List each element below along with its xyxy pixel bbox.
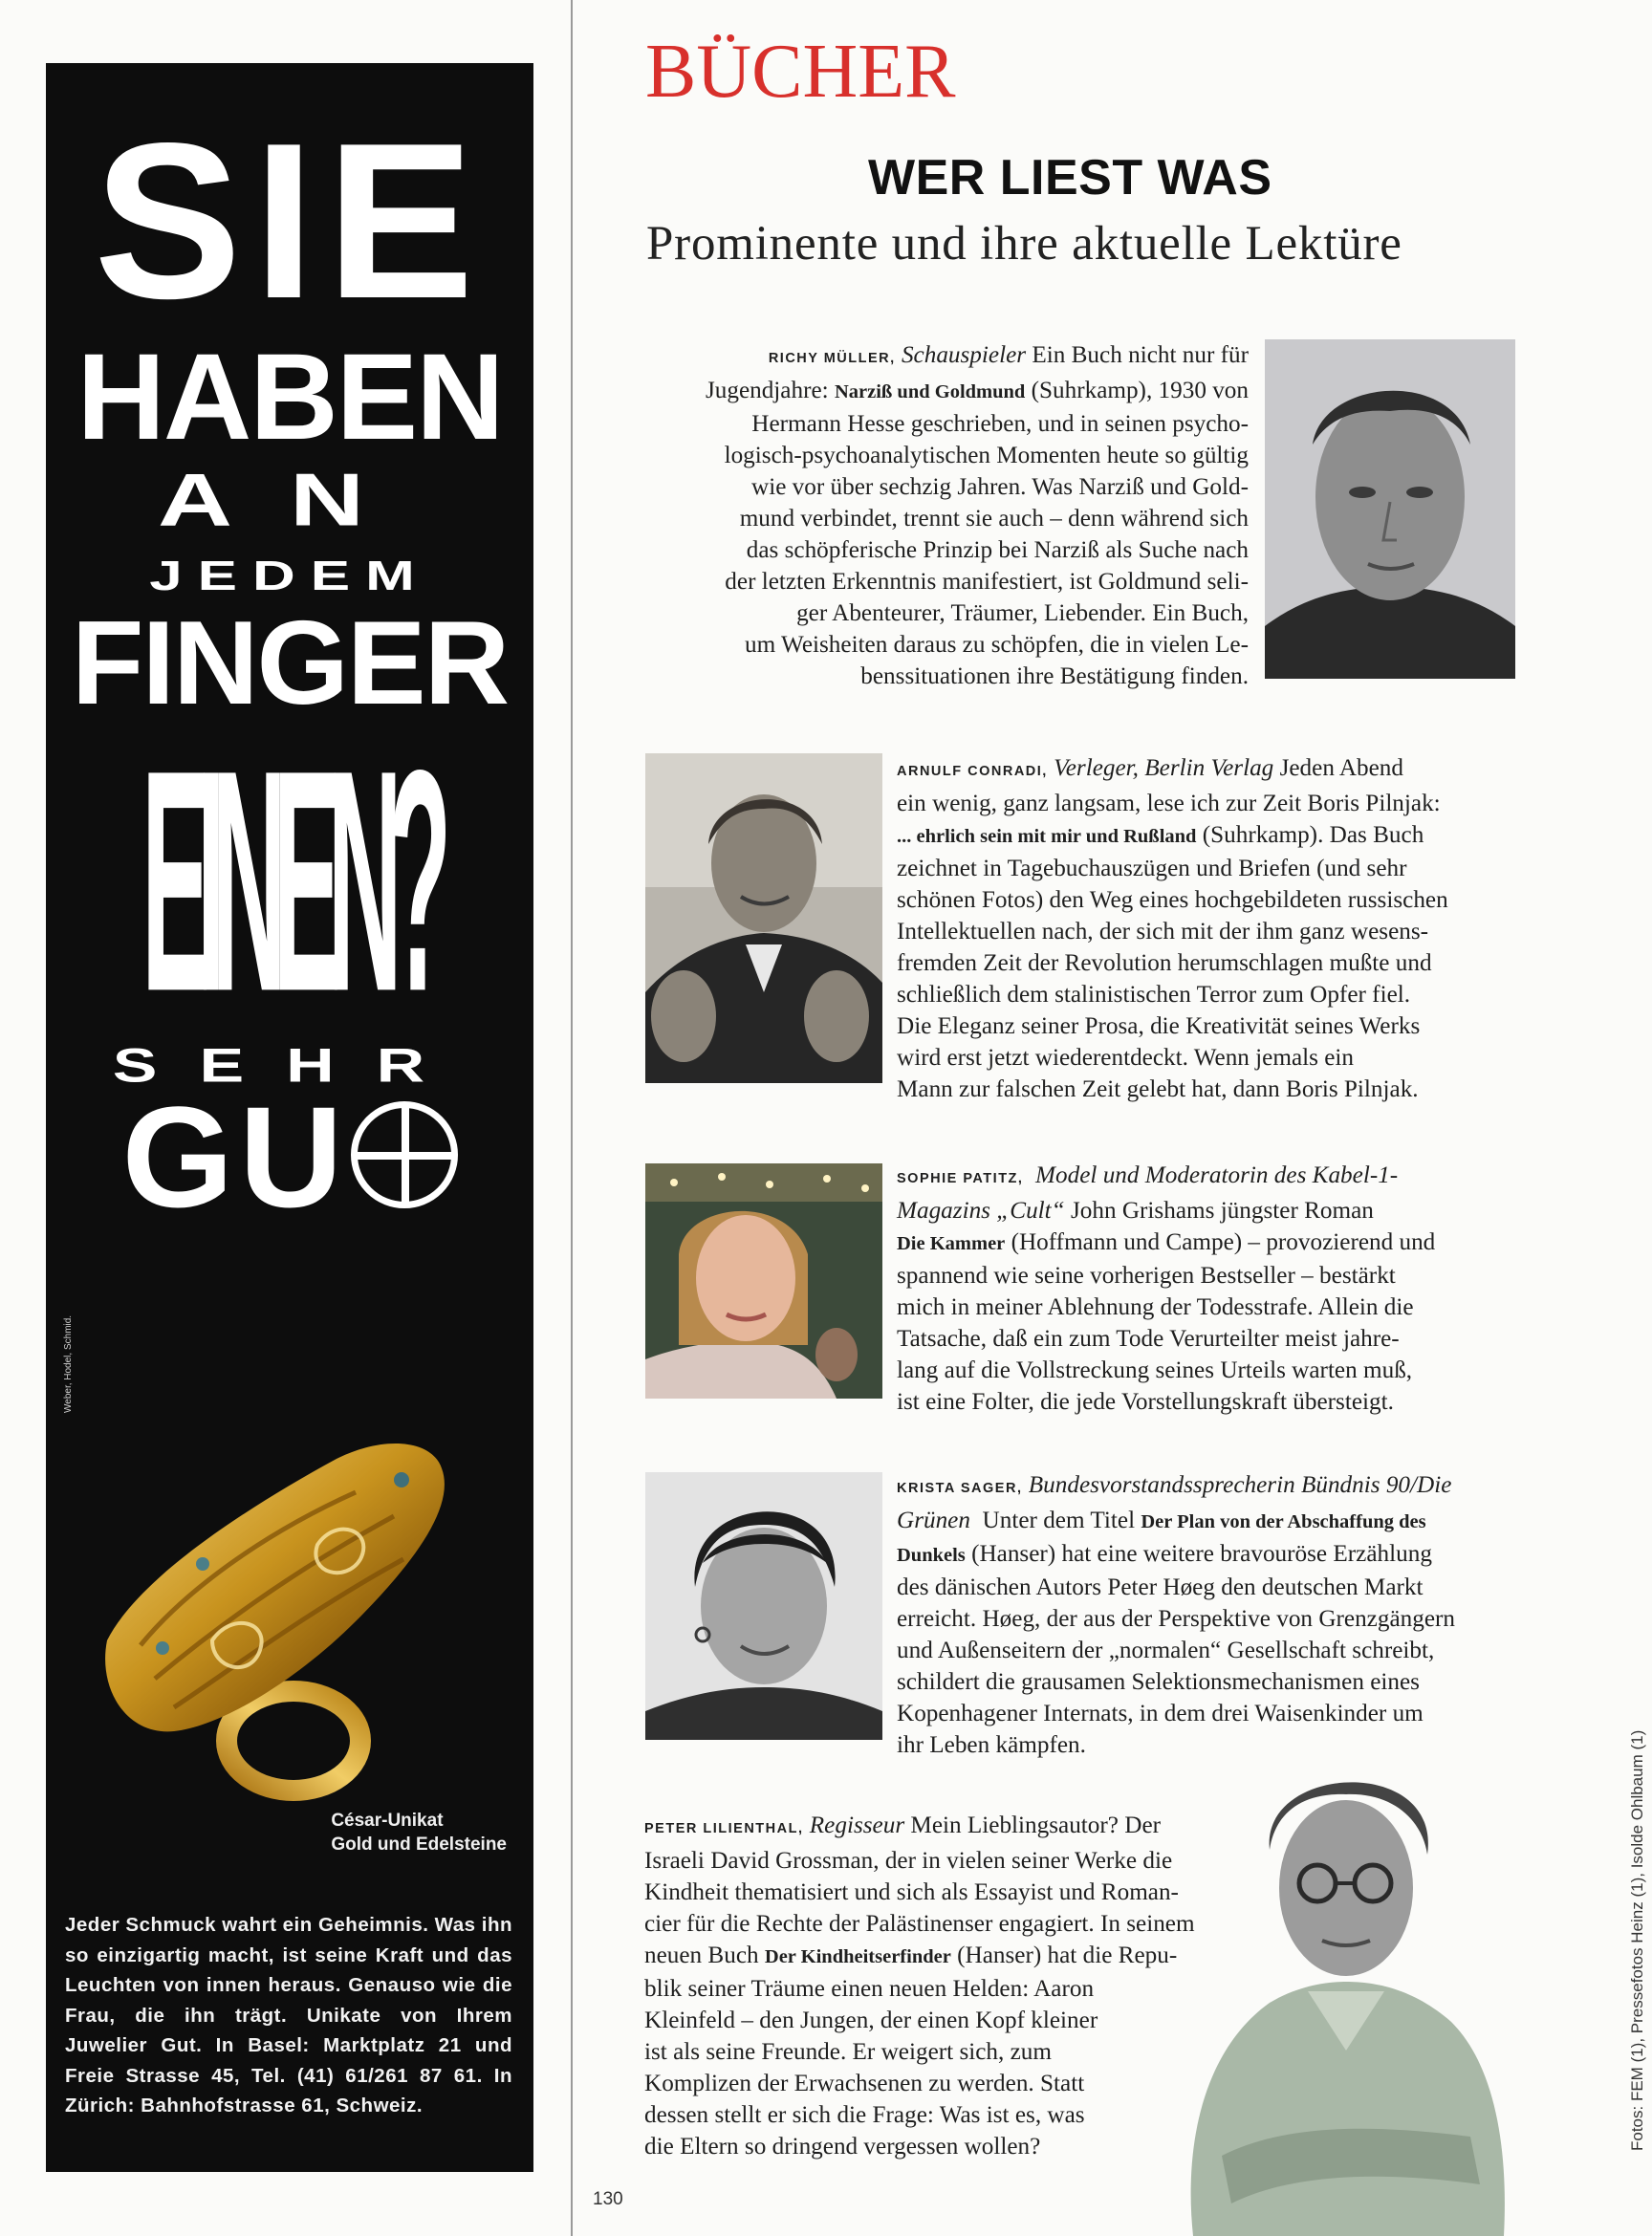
entry-text: (Suhrkamp). Das Buch	[1202, 822, 1424, 848]
entry-text: um Weisheiten daraus zu schöpfen, die in vielen Le-	[745, 632, 1249, 658]
book-title: ... ehrlich sein mit mir und Rußland	[897, 826, 1197, 847]
entry-text: Jugendjahre:	[705, 378, 829, 403]
ad-headline-gut-letters: GU	[121, 1076, 349, 1237]
ad-caption	[331, 1809, 507, 1856]
ad-headline-line: EINEN?	[141, 704, 438, 1057]
entry-text: benssituationen ihre Bestätigung finden.	[860, 663, 1249, 689]
entry-text: Unter dem Titel	[982, 1508, 1136, 1533]
entry-text: ger Abenteurer, Träumer, Liebender. Ein Buch,	[796, 600, 1249, 626]
entry-text: (Hanser) hat die Repu-	[957, 1943, 1178, 1968]
entry-text: des dänischen Autors Peter Høeg den deutschen Markt	[897, 1574, 1424, 1600]
article-subheadline: Prominente und ihre aktuelle Lektüre	[646, 217, 1402, 271]
entry-text: das schöpferische Prinzip bei Narziß als Suche nach	[746, 537, 1249, 563]
entry-text: die Eltern so dringend vergessen wollen?	[644, 2134, 1041, 2160]
person-role: Model und Moderatorin des Kabel-1-	[1035, 1162, 1399, 1188]
entry-text: John Grishams jüngster Roman	[1070, 1198, 1374, 1224]
entry-text: schließlich dem stalinistischen Terror zum Opfer fiel.	[897, 982, 1411, 1008]
portrait-photo-sophie-patitz	[645, 1163, 882, 1399]
person-name: PETER LILIENTHAL,	[644, 1821, 804, 1836]
entry-text: Die Eleganz seiner Prosa, die Kreativität seines Werks	[897, 1013, 1421, 1039]
ad-caption-line: Gold und Edelsteine	[331, 1834, 507, 1855]
article-headline: WER LIEST WAS	[868, 150, 1272, 206]
entry-text: Mein Lieblingsautor? Der	[910, 1813, 1162, 1838]
ad-headline-line: AN	[158, 457, 422, 542]
ad-headline-line: SIE	[94, 98, 486, 345]
person-name: KRISTA SAGER,	[897, 1481, 1023, 1496]
portrait-photo-richy-mueller	[1265, 339, 1515, 679]
entry-text: ist als seine Freunde. Er weigert sich, zum	[644, 2039, 1052, 2065]
entry-text: schildert die grausamen Selektionsmechanismen eines	[897, 1669, 1420, 1695]
entry-text: Jeden Abend	[1279, 755, 1403, 781]
person-role: Bundesvorstandssprecherin Bündnis 90/Die	[1028, 1472, 1452, 1498]
entry-text: blik seiner Träume einen neuen Helden: Aaron	[644, 1976, 1095, 2002]
entry-text: Komplizen der Erwachsenen zu werden. Statt	[644, 2071, 1085, 2096]
entry-peter-lilienthal	[644, 1810, 1237, 2162]
entry-text: logisch-psychoanalytischen Momenten heute so gültig	[724, 443, 1249, 468]
book-title-continued: Dunkels	[897, 1545, 966, 1566]
portrait-photo-krista-sager	[645, 1472, 882, 1740]
entry-text: neuen Buch	[644, 1943, 759, 1968]
entry-text: spannend wie seine vorherigen Bestseller – bestärkt	[897, 1263, 1396, 1289]
portrait-photo-peter-lilienthal	[1164, 1735, 1513, 2236]
person-role-continued: Grünen	[897, 1508, 970, 1533]
entry-text: wird erst jetzt wiederentdeckt. Wenn jemals ein	[897, 1045, 1354, 1071]
book-title: Die Kammer	[897, 1233, 1006, 1254]
entry-text: der letzten Erkenntnis manifestiert, ist Goldmund seli-	[725, 569, 1249, 595]
entry-text: Israeli David Grossman, der in vielen seiner Werke die	[644, 1848, 1173, 1874]
entry-text: Hermann Hesse geschrieben, und in seinen psycho-	[751, 411, 1249, 437]
book-title: Narziß und Goldmund	[834, 381, 1026, 402]
person-role-continued: Magazins „Cult“	[897, 1198, 1065, 1224]
portrait-photo-arnulf-conradi	[645, 753, 882, 1083]
book-title: Der Kindheitserfinder	[764, 1946, 951, 1967]
jewelry-advertisement	[46, 63, 533, 2172]
entry-richy-mueller	[635, 339, 1249, 692]
entry-text: (Suhrkamp), 1930 von	[1031, 378, 1249, 403]
entry-text: schönen Fotos) den Weg eines hochgebildeten russischen	[897, 887, 1448, 913]
entry-text: Ein Buch nicht nur für	[1032, 342, 1249, 368]
entry-text: mund verbindet, trennt sie auch – denn während sich	[739, 506, 1249, 532]
entry-text: wie vor über sechzig Jahren. Was Narziß und Gold-	[751, 474, 1249, 500]
book-title: Der Plan von der Abschaffung des	[1141, 1511, 1426, 1532]
entry-text: erreicht. Høeg, der aus der Perspektive von Grenzgängern	[897, 1606, 1455, 1632]
ad-headline-line: FINGER	[71, 597, 509, 729]
entry-text: (Hanser) hat eine weitere bravouröse Erzählung	[971, 1541, 1432, 1567]
entry-text: dessen stellt er sich die Frage: Was ist es, was	[644, 2102, 1085, 2128]
entry-text: Kopenhagener Internats, in dem drei Waisenkinder um	[897, 1701, 1424, 1726]
entry-text: mich in meiner Ablehnung der Todesstrafe. Allein die	[897, 1294, 1414, 1320]
entry-krista-sager	[897, 1469, 1509, 1761]
ad-headline-line: SEHR	[112, 1037, 467, 1093]
ad-body-text: Jeder Schmuck wahrt ein Geheimnis. Was ihn so einzigartig macht, ist seine Kraft und das Leuchten von innen heraus. Genauso wie die Frau, die ihn trägt. Unikate von Ihrem Juwelier Gut. In Basel: Marktplatz 21 und Freie Strasse 45, Tel. (41) 61/261 87 61. In Zürich: Bahnhofstrasse 61, Schweiz.	[65, 1914, 512, 2117]
ad-agency-credit: Weber, Hodel, Schmid.	[63, 1314, 74, 1413]
cross-circle-icon	[351, 1101, 458, 1208]
entry-text: Tatsache, daß ein zum Tode Verurteilter meist jahre-	[897, 1326, 1400, 1352]
person-name: RICHY MÜLLER,	[768, 351, 896, 366]
person-role: Verleger, Berlin Verlag	[1054, 755, 1274, 781]
person-name: ARNULF CONRADI,	[897, 764, 1048, 779]
gold-ring-image	[69, 1401, 509, 1822]
column-divider	[571, 0, 573, 2236]
entry-text: Intellektuellen nach, der sich mit der ihm ganz wesens-	[897, 919, 1429, 944]
entry-text: fremden Zeit der Revolution herumschlagen mußte und	[897, 950, 1432, 976]
person-name: SOPHIE PATITZ,	[897, 1171, 1024, 1186]
entry-text: Kleinfeld – den Jungen, der einen Kopf kleiner	[644, 2008, 1098, 2033]
entry-sophie-patitz	[897, 1160, 1509, 1418]
person-role: Regisseur	[809, 1813, 905, 1838]
ad-headline-line: HABEN	[76, 329, 503, 466]
entry-text: Mann zur falschen Zeit gelebt hat, dann Boris Pilnjak.	[897, 1076, 1419, 1102]
photo-credit: Fotos: FEM (1), Pressefotos Heinz (1), Isolde Ohlbaum (1)	[1628, 1729, 1646, 2151]
entry-text: Kindheit thematisiert und sich als Essayist und Roman-	[644, 1879, 1179, 1905]
ad-headline	[63, 98, 516, 1237]
entry-text: cier für die Rechte der Palästinenser engagiert. In seinem	[644, 1911, 1195, 1937]
entry-text: ist eine Folter, die jede Vorstellungskraft übersteigt.	[897, 1389, 1394, 1415]
entry-arnulf-conradi	[897, 752, 1509, 1105]
entry-text: ein wenig, ganz langsam, lese ich zur Zeit Boris Pilnjak:	[897, 791, 1441, 816]
entry-text: ihr Leben kämpfen.	[897, 1732, 1086, 1758]
person-role: Schauspieler	[901, 342, 1027, 368]
entry-text: und Außenseitern der „normalen“ Gesellschaft schreibt,	[897, 1638, 1435, 1663]
ad-headline-line: JEDEM	[149, 553, 430, 599]
page-number: 130	[593, 2189, 623, 2209]
entry-text: lang auf die Vollstreckung seines Urteils warten muß,	[897, 1357, 1413, 1383]
entry-text: zeichnet in Tagebuchauszügen und Briefen (und sehr	[897, 856, 1407, 881]
ad-caption-line: César-Unikat	[331, 1811, 444, 1831]
entry-text: (Hoffmann und Campe) – provozierend und	[1011, 1229, 1436, 1255]
section-title: BÜCHER	[645, 30, 956, 114]
